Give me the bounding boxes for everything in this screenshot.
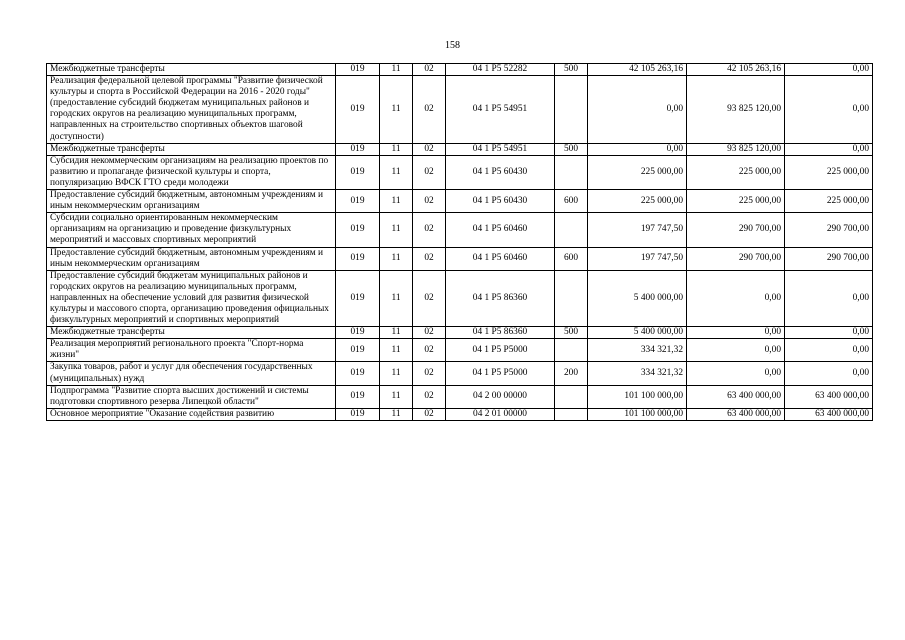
cell-subsection: 02 (413, 64, 446, 76)
cell-amount-2: 0,00 (687, 339, 785, 362)
table-row (47, 362, 873, 385)
cell-subsection: 02 (413, 155, 446, 189)
cell-amount-1: 334 321,32 (588, 339, 687, 362)
cell-amount-3: 290 700,00 (785, 213, 873, 247)
cell-amount-2: 290 700,00 (687, 247, 785, 270)
cell-amount-3: 0,00 (785, 327, 873, 339)
table-row (47, 327, 873, 339)
cell-name: Основное мероприятие "Оказание содействия развитию (47, 408, 336, 420)
cell-subsection: 02 (413, 327, 446, 339)
cell-amount-1: 197 747,50 (588, 247, 687, 270)
cell-section: 11 (380, 190, 413, 213)
cell-amount-3: 0,00 (785, 362, 873, 385)
cell-expense-kind (555, 339, 588, 362)
cell-amount-1: 42 105 263,16 (588, 64, 687, 76)
cell-target-code: 04 2 01 00000 (446, 408, 555, 420)
cell-ministry: 019 (336, 385, 380, 408)
cell-expense-kind (555, 270, 588, 326)
cell-amount-1: 197 747,50 (588, 213, 687, 247)
cell-target-code: 04 1 P5 P5000 (446, 362, 555, 385)
cell-name: Подпрограмма "Развитие спорта высших достижений и системы подготовки спортивного резерва Липецкой области" (47, 385, 336, 408)
cell-target-code: 04 1 P5 P5000 (446, 339, 555, 362)
page-number: 158 (445, 40, 460, 51)
cell-ministry: 019 (336, 76, 380, 144)
table-row (47, 155, 873, 189)
cell-subsection: 02 (413, 143, 446, 155)
cell-amount-2: 225 000,00 (687, 155, 785, 189)
cell-ministry: 019 (336, 408, 380, 420)
cell-section: 11 (380, 247, 413, 270)
cell-expense-kind (555, 213, 588, 247)
cell-subsection: 02 (413, 270, 446, 326)
table-row (47, 64, 873, 76)
cell-section: 11 (380, 155, 413, 189)
cell-amount-3: 0,00 (785, 64, 873, 76)
table-row (47, 270, 873, 326)
cell-expense-kind: 600 (555, 190, 588, 213)
cell-amount-3: 0,00 (785, 143, 873, 155)
cell-section: 11 (380, 270, 413, 326)
cell-ministry: 019 (336, 143, 380, 155)
cell-name: Реализация федеральной целевой программы "Развитие физической культуры и спорта в Российской Федерации на 2016 - 2020 годы" (предоставление субсидий бюджетам муниципальных районов и городских округов на реализацию муниципальных программ, направленных на строительство спортивных объектов шаговой доступности) (47, 76, 336, 144)
cell-subsection: 02 (413, 76, 446, 144)
cell-ministry: 019 (336, 339, 380, 362)
cell-amount-2: 225 000,00 (687, 190, 785, 213)
table-row (47, 213, 873, 247)
cell-ministry: 019 (336, 327, 380, 339)
table-row (47, 247, 873, 270)
cell-amount-3: 63 400 000,00 (785, 408, 873, 420)
cell-ministry: 019 (336, 213, 380, 247)
cell-expense-kind: 500 (555, 327, 588, 339)
cell-amount-1: 5 400 000,00 (588, 270, 687, 326)
cell-subsection: 02 (413, 247, 446, 270)
table-body (47, 64, 873, 421)
cell-amount-2: 0,00 (687, 327, 785, 339)
cell-expense-kind (555, 408, 588, 420)
cell-expense-kind: 500 (555, 143, 588, 155)
cell-expense-kind: 600 (555, 247, 588, 270)
cell-section: 11 (380, 143, 413, 155)
cell-subsection: 02 (413, 408, 446, 420)
cell-amount-3: 0,00 (785, 270, 873, 326)
cell-amount-3: 0,00 (785, 76, 873, 144)
cell-target-code: 04 1 P5 60430 (446, 155, 555, 189)
cell-target-code: 04 1 P5 52282 (446, 64, 555, 76)
table-row (47, 385, 873, 408)
cell-amount-1: 5 400 000,00 (588, 327, 687, 339)
cell-target-code: 04 1 P5 54951 (446, 143, 555, 155)
cell-subsection: 02 (413, 339, 446, 362)
cell-expense-kind (555, 155, 588, 189)
cell-name: Закупка товаров, работ и услуг для обеспечения государственных (муниципальных) нужд (47, 362, 336, 385)
cell-section: 11 (380, 76, 413, 144)
cell-name: Субсидия некоммерческим организациям на реализацию проектов по развитию и пропаганде физической культуры и спорта, популяризацию ВФСК ГТО среди молодежи (47, 155, 336, 189)
cell-amount-3: 0,00 (785, 339, 873, 362)
cell-ministry: 019 (336, 362, 380, 385)
cell-amount-2: 93 825 120,00 (687, 76, 785, 144)
cell-name: Предоставление субсидий бюджетным, автономным учреждениям и иным некоммерческим организациям (47, 247, 336, 270)
cell-amount-2: 63 400 000,00 (687, 408, 785, 420)
cell-amount-1: 0,00 (588, 143, 687, 155)
cell-ministry: 019 (336, 247, 380, 270)
cell-section: 11 (380, 385, 413, 408)
cell-section: 11 (380, 327, 413, 339)
cell-section: 11 (380, 64, 413, 76)
cell-subsection: 02 (413, 385, 446, 408)
cell-amount-2: 290 700,00 (687, 213, 785, 247)
table-row (47, 408, 873, 420)
cell-ministry: 019 (336, 155, 380, 189)
cell-expense-kind (555, 385, 588, 408)
cell-amount-1: 225 000,00 (588, 155, 687, 189)
cell-target-code: 04 2 00 00000 (446, 385, 555, 408)
cell-amount-2: 63 400 000,00 (687, 385, 785, 408)
cell-name: Межбюджетные трансферты (47, 143, 336, 155)
cell-amount-1: 0,00 (588, 76, 687, 144)
cell-amount-2: 93 825 120,00 (687, 143, 785, 155)
cell-name: Субсидии социально ориентированным некоммерческим организациям на организацию и проведение физкультурных мероприятий и массовых спортивных мероприятий (47, 213, 336, 247)
cell-section: 11 (380, 408, 413, 420)
cell-target-code: 04 1 P5 60430 (446, 190, 555, 213)
cell-amount-3: 225 000,00 (785, 190, 873, 213)
table-row (47, 190, 873, 213)
cell-name: Предоставление субсидий бюджетным, автономным учреждениям и иным некоммерческим организациям (47, 190, 336, 213)
cell-section: 11 (380, 362, 413, 385)
cell-ministry: 019 (336, 190, 380, 213)
cell-target-code: 04 1 P5 60460 (446, 213, 555, 247)
cell-target-code: 04 1 P5 60460 (446, 247, 555, 270)
cell-amount-1: 334 321,32 (588, 362, 687, 385)
cell-expense-kind: 200 (555, 362, 588, 385)
cell-target-code: 04 1 P5 86360 (446, 327, 555, 339)
cell-subsection: 02 (413, 362, 446, 385)
cell-ministry: 019 (336, 64, 380, 76)
cell-amount-3: 290 700,00 (785, 247, 873, 270)
cell-amount-2: 0,00 (687, 362, 785, 385)
cell-target-code: 04 1 P5 54951 (446, 76, 555, 144)
table-row (47, 76, 873, 144)
cell-section: 11 (380, 339, 413, 362)
cell-amount-1: 225 000,00 (588, 190, 687, 213)
budget-table (46, 63, 873, 421)
cell-name: Межбюджетные трансферты (47, 64, 336, 76)
cell-amount-2: 42 105 263,16 (687, 64, 785, 76)
cell-section: 11 (380, 213, 413, 247)
cell-expense-kind (555, 76, 588, 144)
cell-subsection: 02 (413, 190, 446, 213)
cell-name: Межбюджетные трансферты (47, 327, 336, 339)
cell-ministry: 019 (336, 270, 380, 326)
table-row (47, 143, 873, 155)
cell-amount-1: 101 100 000,00 (588, 385, 687, 408)
cell-expense-kind: 500 (555, 64, 588, 76)
cell-name: Реализация мероприятий регионального проекта "Спорт-норма жизни" (47, 339, 336, 362)
cell-amount-2: 0,00 (687, 270, 785, 326)
cell-target-code: 04 1 P5 86360 (446, 270, 555, 326)
cell-name: Предоставление субсидий бюджетам муниципальных районов и городских округов на реализацию муниципальных программ, направленных на обеспечение условий для развития физической культуры и массового спорта, организацию проведения официальных физкультурных мероприятий и спортивных мероприятий (47, 270, 336, 326)
cell-amount-3: 225 000,00 (785, 155, 873, 189)
cell-subsection: 02 (413, 213, 446, 247)
cell-amount-3: 63 400 000,00 (785, 385, 873, 408)
table-row (47, 339, 873, 362)
cell-amount-1: 101 100 000,00 (588, 408, 687, 420)
